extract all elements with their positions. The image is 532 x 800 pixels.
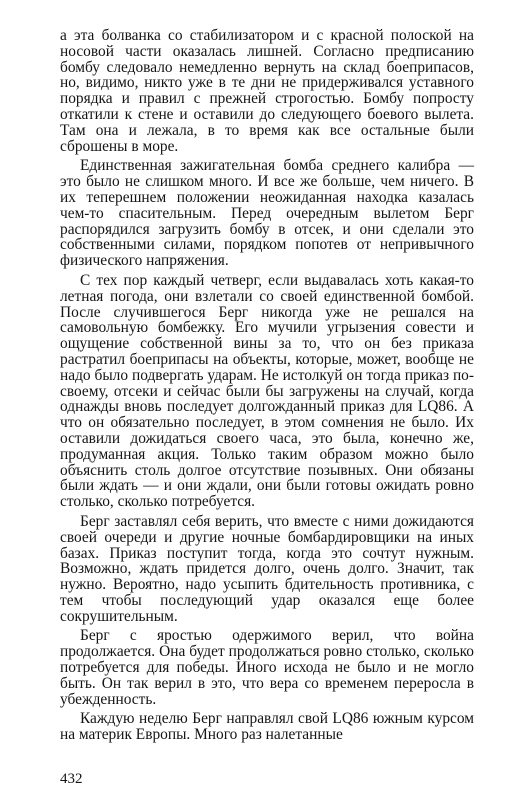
paragraph: Берг заставлял себя верить, что вместе с ними дожидаются своей очереди и другие ночные бомбардировщики на иных базах. Приказ поступит тогда, когда это сочтут нужным. Возможно, ждать придется долго, очень долго. Значит, так нужно. Вероятно, надо усыпить бдительность противника, с тем чтобы последующий удар оказался еще более сокрушительным. [60,512,474,625]
page-number: 432 [60,771,83,787]
paragraph: С тех пор каждый четверг, если выдавалась хоть какая-то летная погода, они взлетали со своей единственной бомбой. После случившегося Берг никогда уже не решался на самовольную бомбежку. Его мучили угрызения совести и ощущение собственной вины за то, что он без приказа растратил боеприпасы на объекты, которые, может, вообще не надо было подвергать ударам. Не истолкуй он тогда приказ по-своему, отсеки и сейчас были бы загружены на случай, когда однажды вновь последует долгожданный приказ для LQ86. А что он обязательно последует, в этом сомнения не было. Их оставили дожидаться своего часа, это была, конечно же, продуманная акция. Только таким образом можно было объяснить столь долгое отсутствие позывных. Они обязаны были ждать — и они ждали, они были готовы ожидать ровно столько, сколько потребуется. [60,271,474,511]
paragraph: Берг с яростью одержимого верил, что война продолжается. Она будет продолжаться ровно столько, сколько потребуется для победы. Иного исхода не было и не могло быть. Он так верил в это, что вера со временем переросла в убежденность. [60,627,474,708]
paragraph: Каждую неделю Берг направлял свой LQ86 южным курсом на материк Европы. Много раз налетанные [60,710,474,744]
body-text [60,28,474,743]
paragraph: а эта болванка со стабилизатором и с красной полоской на носовой части оказалась лишней. Согласно предписанию бомбу следовало немедленно вернуть на склад боеприпасов, но, видимо, никто уже в те дни не придерживался уставного порядка и правил с прежней строгостью. Бомбу попросту откатили к стене и оставили до следующего боевого вылета. Там она и лежала, в то время как все остальные были сброшены в море. [60,27,474,155]
paragraph: Единственная зажигательная бомба среднего калибра — это было не слишком много. И все же больше, чем ничего. В их теперешнем положении неожиданная находка казалась чем-то спасительным. Перед очередным вылетом Берг распорядился загрузить бомбу в отсек, и они сделали это собственными силами, порядком попотев от непривычного физического напряжения. [60,157,474,270]
